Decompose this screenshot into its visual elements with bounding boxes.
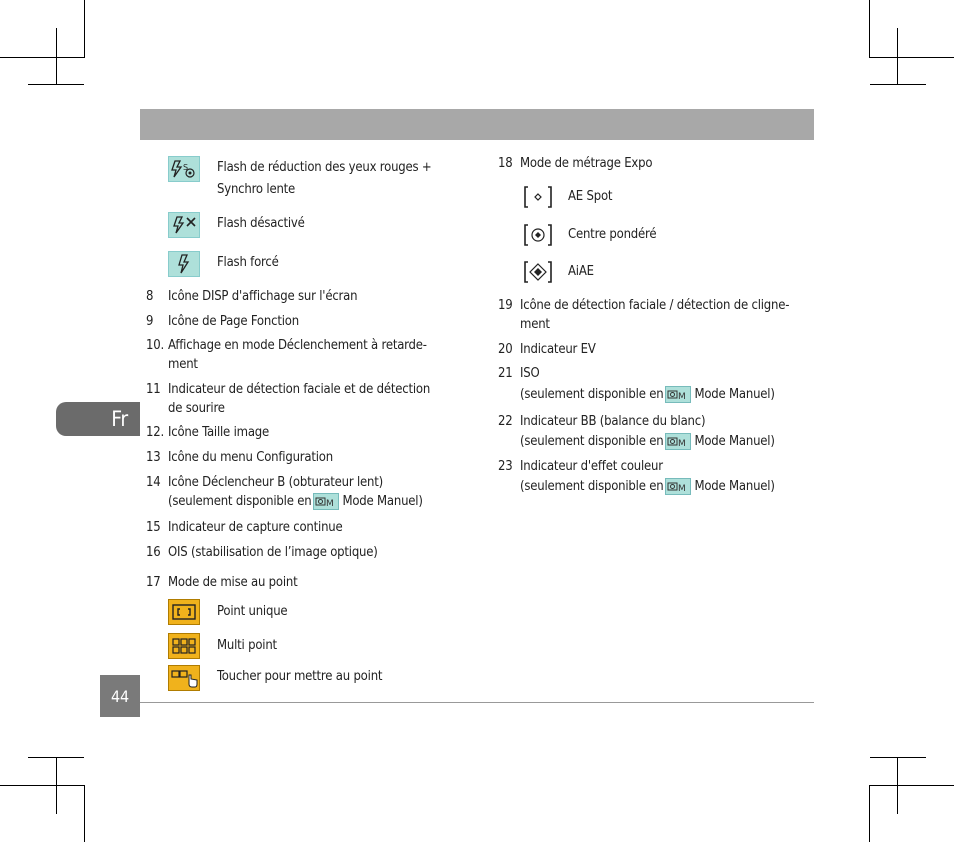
header-bar xyxy=(140,109,814,140)
svg-text:M: M xyxy=(678,392,687,402)
language-tab: Fr xyxy=(56,402,140,436)
item-number: 9 xyxy=(146,314,154,329)
single-point-af-icon xyxy=(168,599,200,625)
touch-af-icon xyxy=(168,665,200,691)
item-text-cont xyxy=(168,492,423,512)
item-number: 21 xyxy=(498,366,513,381)
crop-mark xyxy=(869,0,870,58)
manual-mode-icon xyxy=(665,478,691,495)
multi-point-af-icon xyxy=(168,633,200,659)
ae-spot-icon xyxy=(521,184,555,210)
item-text-cont xyxy=(520,477,775,497)
item-number: 16 xyxy=(146,545,161,560)
item-text: Indicateur EV xyxy=(520,342,596,357)
manual-mode-text: Mode Manuel) xyxy=(694,479,775,494)
crop-mark xyxy=(0,57,84,58)
crop-mark xyxy=(56,28,57,84)
crop-mark xyxy=(84,785,85,842)
manual-mode-text: Mode Manuel) xyxy=(694,434,775,449)
item-number: 14 xyxy=(146,475,161,490)
flash-forced-label: Flash forcé xyxy=(217,255,279,270)
flash-redeye-label: Flash de réduction des yeux rouges + xyxy=(217,160,432,175)
svg-text:S: S xyxy=(183,163,188,172)
item-text-cont: de sourire xyxy=(168,401,225,416)
svg-text:M: M xyxy=(326,499,335,509)
item-text: Indicateur de détection faciale et de détection xyxy=(168,382,431,397)
crop-mark xyxy=(84,0,85,58)
flash-off-label: Flash désactivé xyxy=(217,216,305,231)
crop-mark xyxy=(869,785,870,842)
flash-forced-icon xyxy=(168,251,200,277)
center-weighted-label: Centre pondéré xyxy=(568,227,657,242)
item-number: 11 xyxy=(146,382,161,397)
item-text: Icône de détection faciale / détection de cligne- xyxy=(520,298,790,313)
availability-note: (seulement disponible en xyxy=(520,387,664,402)
item-text: Indicateur BB (balance du blanc) xyxy=(520,414,706,429)
crop-mark xyxy=(897,28,898,84)
item-number: 15 xyxy=(146,520,161,535)
item-number: 22 xyxy=(498,414,513,429)
item-number: 12. xyxy=(146,425,164,440)
item-number: 19 xyxy=(498,298,513,313)
availability-note: (seulement disponible en xyxy=(520,434,664,449)
crop-mark xyxy=(870,57,954,58)
footer-rule xyxy=(140,702,814,703)
item-number: 17 xyxy=(146,575,161,590)
availability-note: (seulement disponible en xyxy=(520,479,664,494)
ai-ae-label: AiAE xyxy=(568,264,594,279)
multi-point-label: Multi point xyxy=(217,638,277,653)
item-text: Icône du menu Configuration xyxy=(168,450,333,465)
item-number: 13 xyxy=(146,450,161,465)
ai-ae-icon xyxy=(521,259,555,285)
item-text: Mode de mise au point xyxy=(168,575,298,590)
flash-redeye-label-cont: Synchro lente xyxy=(217,182,296,197)
item-number: 18 xyxy=(498,156,513,171)
item-number: 8 xyxy=(146,289,154,304)
item-text: Mode de métrage Expo xyxy=(520,156,653,171)
item-text: ISO xyxy=(520,366,540,381)
flash-off-icon xyxy=(168,212,200,238)
item-text: Indicateur de capture continue xyxy=(168,520,343,535)
crop-mark xyxy=(870,757,926,758)
manual-mode-text: Mode Manuel) xyxy=(694,387,775,402)
touch-af-label: Toucher pour mettre au point xyxy=(217,669,383,684)
item-text-cont: ment xyxy=(520,317,550,332)
item-text: Affichage en mode Déclenchement à retarde- xyxy=(168,338,427,353)
item-text: Icône DISP d'affichage sur l'écran xyxy=(168,289,358,304)
crop-mark xyxy=(0,785,84,786)
svg-text:M: M xyxy=(678,484,687,494)
item-text-cont: ment xyxy=(168,357,198,372)
manual-mode-icon xyxy=(665,386,691,403)
item-text: Icône de Page Fonction xyxy=(168,314,299,329)
item-text: Icône Déclencheur B (obturateur lent) xyxy=(168,475,384,490)
crop-mark xyxy=(28,84,84,85)
crop-mark xyxy=(870,785,954,786)
crop-mark xyxy=(28,757,84,758)
manual-mode-icon xyxy=(313,493,339,510)
single-point-label: Point unique xyxy=(217,604,288,619)
svg-text:M: M xyxy=(678,439,687,449)
item-number: 10. xyxy=(146,338,164,353)
availability-note: (seulement disponible en xyxy=(168,494,312,509)
item-number: 23 xyxy=(498,459,513,474)
item-number: 20 xyxy=(498,342,513,357)
item-text: Indicateur d'effet couleur xyxy=(520,459,663,474)
center-weighted-icon xyxy=(521,222,555,248)
crop-mark xyxy=(870,84,926,85)
item-text-cont xyxy=(520,432,775,452)
manual-mode-icon xyxy=(665,433,691,450)
item-text-cont xyxy=(520,385,775,405)
page-number: 44 xyxy=(100,675,140,717)
item-text: Icône Taille image xyxy=(168,425,270,440)
manual-mode-text: Mode Manuel) xyxy=(342,494,423,509)
flash-redeye-slow-sync-icon xyxy=(168,156,200,182)
item-text: OIS (stabilisation de l’image optique) xyxy=(168,545,378,560)
ae-spot-label: AE Spot xyxy=(568,189,613,204)
